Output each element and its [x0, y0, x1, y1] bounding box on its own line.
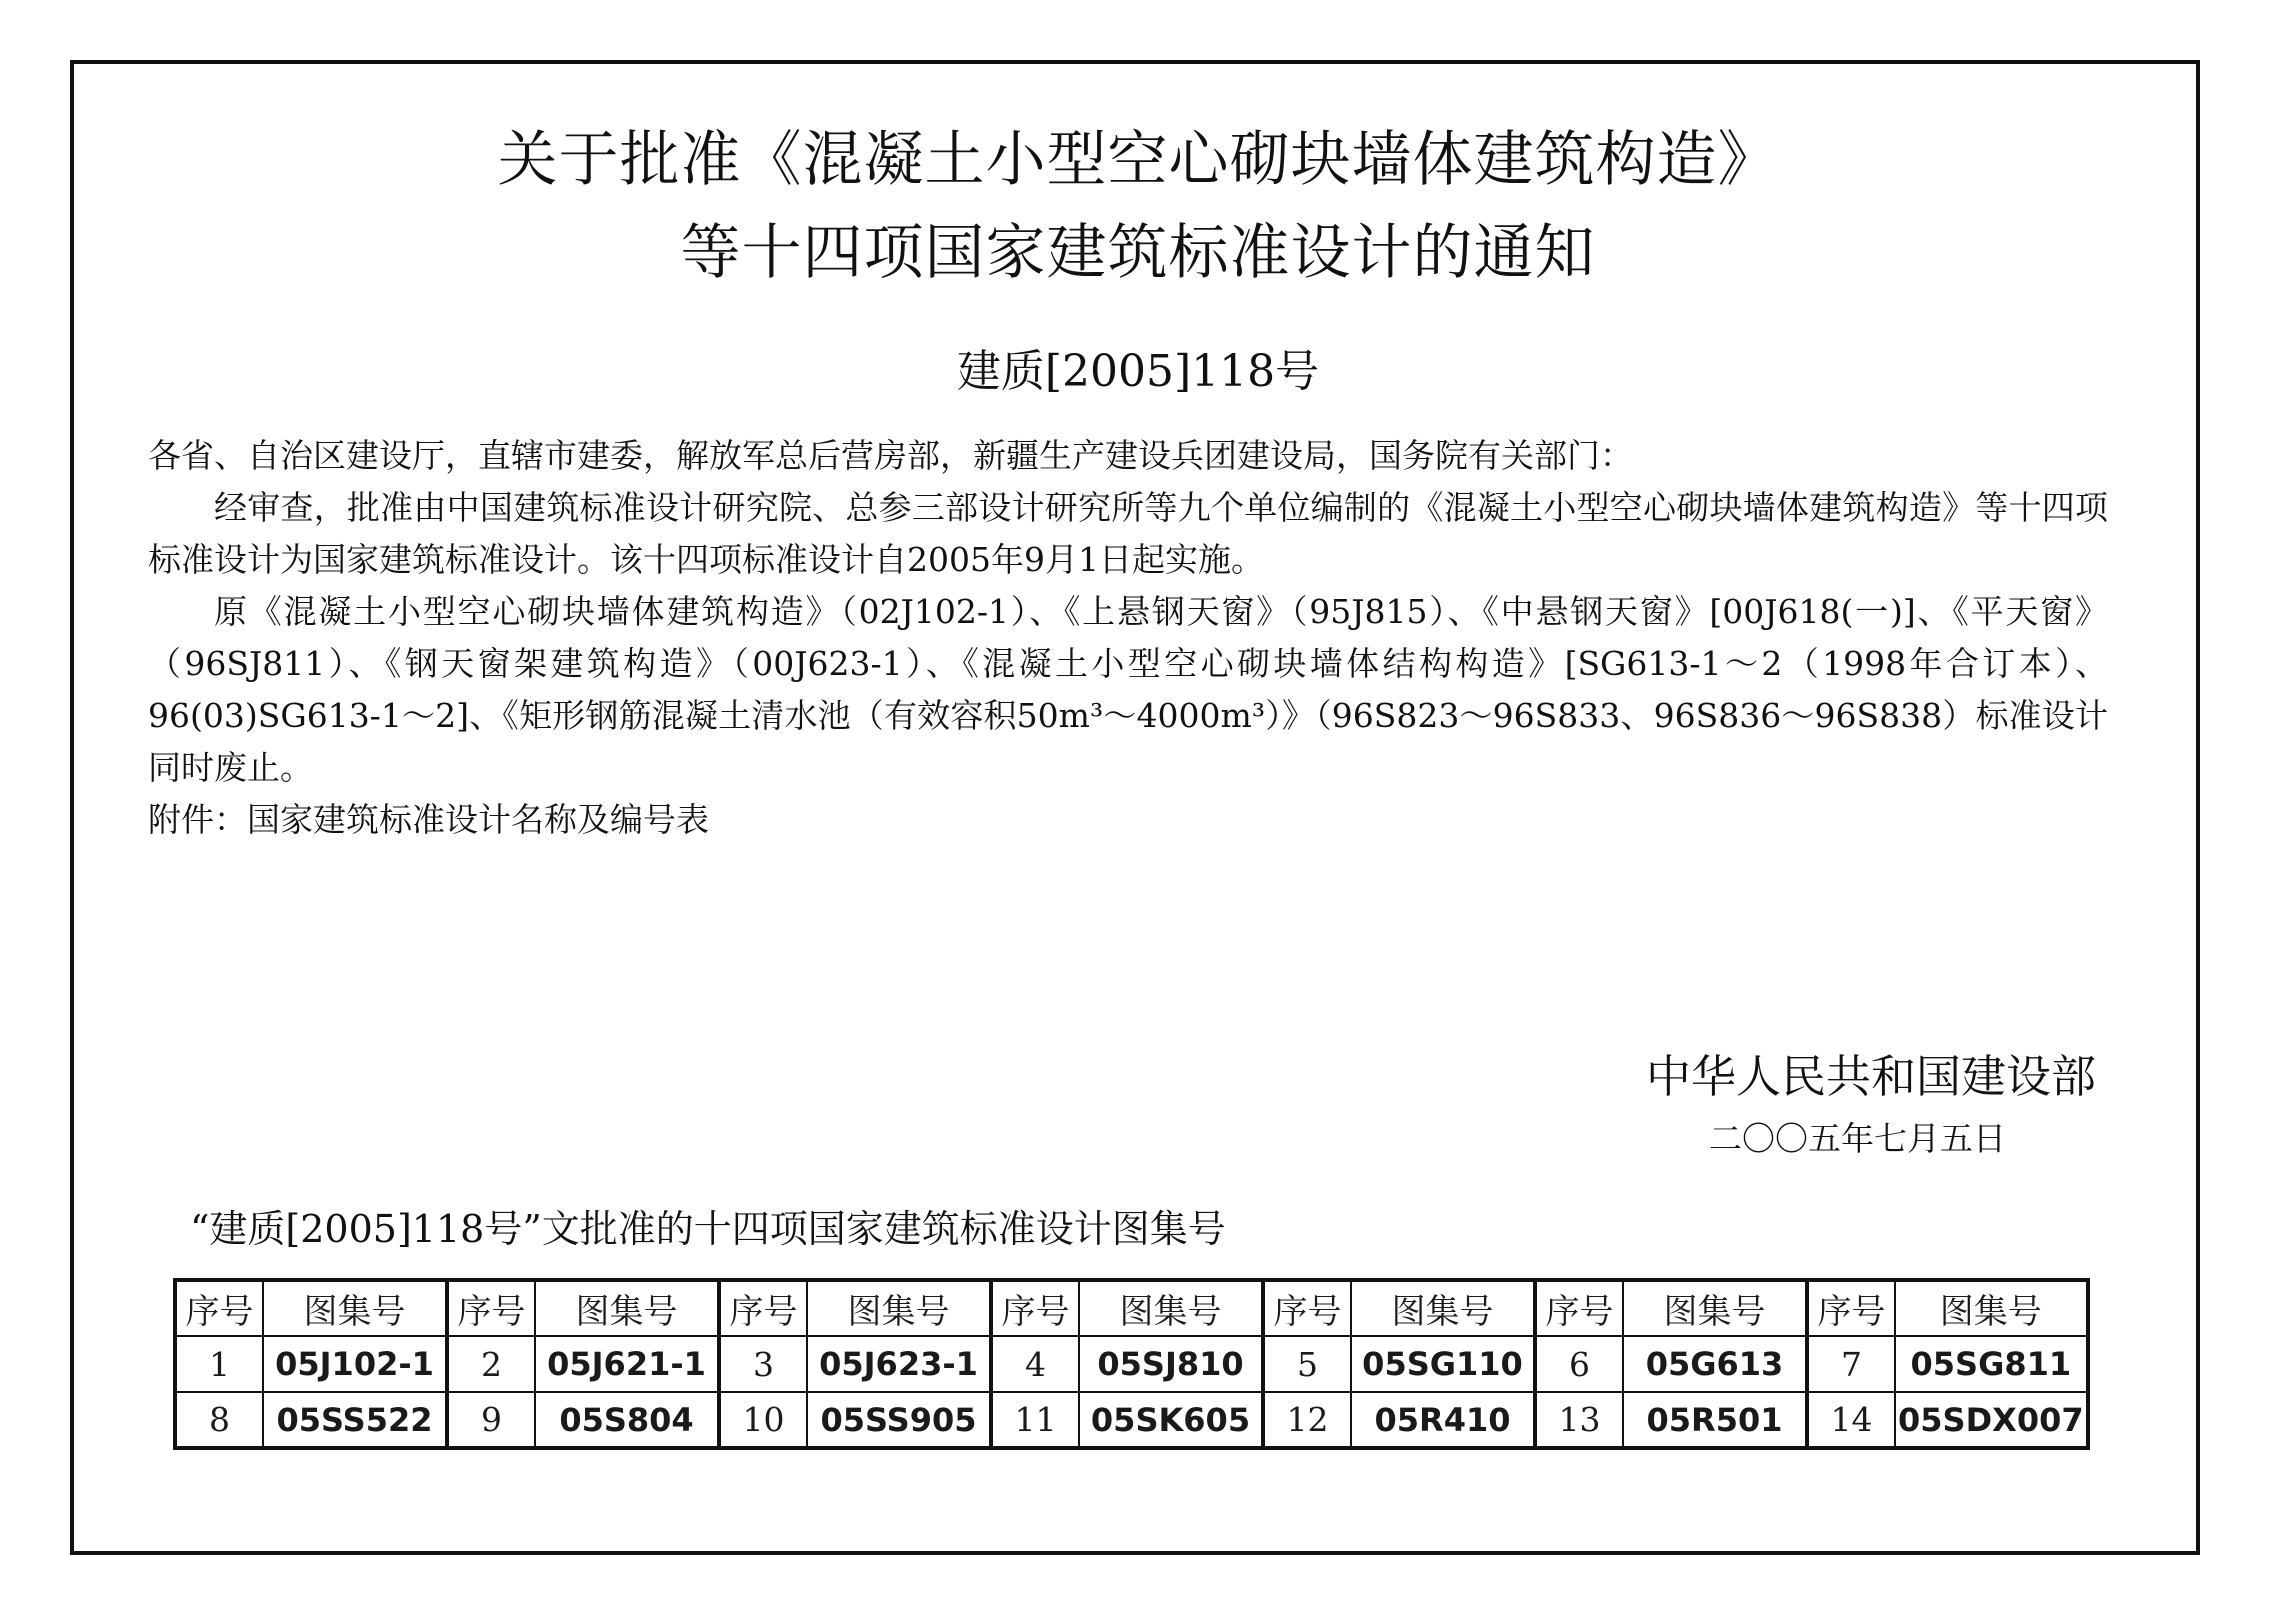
- header-code: 图集号: [263, 1280, 447, 1336]
- paragraph-abolished: 原《混凝土小型空心砌块墙体建筑构造》（02J102-1）、《上悬钢天窗》（95J815）、《中悬钢天窗》[00J618(一)]、《平天窗》（96SJ811）、《钢天窗架建筑构造》（00J623-1）、《混凝土小型空心砌块墙体结构构造》[SG613-1～2（1998年合订本）、96(03)SG613-1～2]、《矩形钢筋混凝土清水池（有效容积50m³～4000m³）》（96S823～96S833、96S836～96S838）标准设计同时废止。: [148, 592, 2108, 787]
- paragraph-approval: 经审查，批准由中国建筑标准设计研究院、总参三部设计研究所等九个单位编制的《混凝土小型空心砌块墙体建筑构造》等十四项标准设计为国家建筑标准设计。该十四项标准设计自2005年9月1日起实施。: [148, 488, 2108, 579]
- header-code: 图集号: [1895, 1280, 2088, 1336]
- table-row: [175, 1336, 2088, 1392]
- row-no: 5: [1263, 1336, 1351, 1392]
- row-no: 11: [991, 1392, 1079, 1448]
- header-code: 图集号: [1079, 1280, 1263, 1336]
- notice-body: [148, 430, 2108, 846]
- header-no: 序号: [175, 1280, 263, 1336]
- atlas-code: 05S804: [535, 1392, 719, 1448]
- header-no: 序号: [1807, 1280, 1895, 1336]
- row-no: 3: [719, 1336, 807, 1392]
- row-no: 14: [1807, 1392, 1895, 1448]
- header-code: 图集号: [1351, 1280, 1535, 1336]
- signature-block: [1646, 1040, 2096, 1160]
- atlas-code: 05J102-1: [263, 1336, 447, 1392]
- row-no: 6: [1535, 1336, 1623, 1392]
- table-row: [175, 1392, 2088, 1448]
- header-code: 图集号: [1623, 1280, 1807, 1336]
- row-no: 13: [1535, 1392, 1623, 1448]
- header-no: 序号: [991, 1280, 1079, 1336]
- header-no: 序号: [719, 1280, 807, 1336]
- table-caption: “建质[2005]118号”文批准的十四项国家建筑标准设计图集号: [190, 1207, 1226, 1251]
- notice-title-line-1: 关于批准《混凝土小型空心砌块墙体建筑构造》: [497, 125, 1779, 195]
- atlas-code: 05J621-1: [535, 1336, 719, 1392]
- header-no: 序号: [1263, 1280, 1351, 1336]
- atlas-code: 05SK605: [1079, 1392, 1263, 1448]
- header-code: 图集号: [535, 1280, 719, 1336]
- atlas-code: 05SDX007: [1895, 1392, 2088, 1448]
- row-no: 8: [175, 1392, 263, 1448]
- atlas-code: 05SS522: [263, 1392, 447, 1448]
- header-no: 序号: [447, 1280, 535, 1336]
- document-number: 建质[2005]118号: [956, 346, 1320, 397]
- row-no: 12: [1263, 1392, 1351, 1448]
- atlas-code: 05R501: [1623, 1392, 1807, 1448]
- atlas-code: 05SS905: [807, 1392, 991, 1448]
- issuing-ministry: 中华人民共和国建设部: [1645, 1050, 2096, 1103]
- row-no: 2: [447, 1336, 535, 1392]
- row-no: 10: [719, 1392, 807, 1448]
- atlas-code: 05G613: [1623, 1336, 1807, 1392]
- atlas-code: 05SJ810: [1079, 1336, 1263, 1392]
- header-no: 序号: [1535, 1280, 1623, 1336]
- issue-date: 二〇〇五年七月五日: [1709, 1119, 2006, 1158]
- row-no: 7: [1807, 1336, 1895, 1392]
- row-no: 1: [175, 1336, 263, 1392]
- atlas-code: 05J623-1: [807, 1336, 991, 1392]
- atlas-code: 05SG110: [1351, 1336, 1535, 1392]
- row-no: 9: [447, 1392, 535, 1448]
- addressee: 各省、自治区建设厅，直辖市建委，解放军总后营房部，新疆生产建设兵团建设局，国务院有关部门：: [148, 436, 1633, 475]
- notice-title-line-2: 等十四项国家建筑标准设计的通知: [680, 218, 1596, 288]
- atlas-code: 05SG811: [1895, 1336, 2088, 1392]
- attachment-note: 附件：国家建筑标准设计名称及编号表: [148, 800, 709, 839]
- header-code: 图集号: [807, 1280, 991, 1336]
- row-no: 4: [991, 1336, 1079, 1392]
- atlas-code: 05R410: [1351, 1392, 1535, 1448]
- table-header-row: [175, 1280, 2088, 1336]
- atlas-code-table: [173, 1278, 2090, 1450]
